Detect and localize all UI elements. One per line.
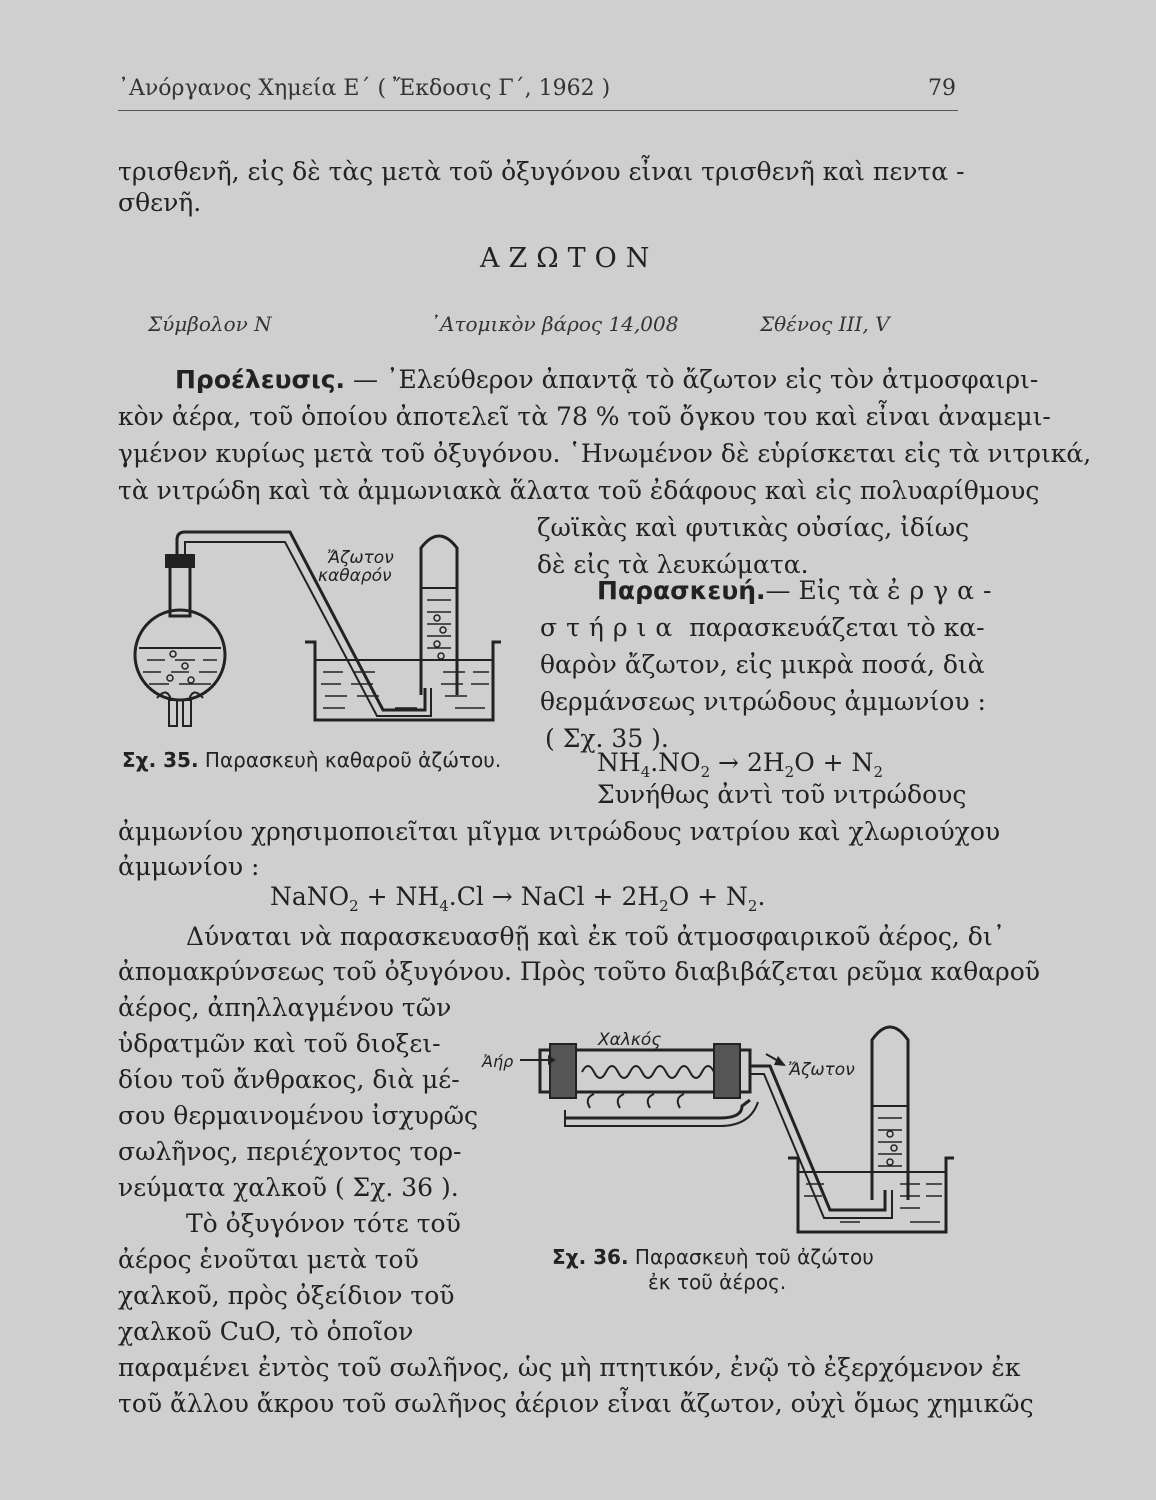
fig36-label-nitrogen: Ἄζωτον xyxy=(788,1060,855,1080)
element-symbol: Σύμβολον N xyxy=(148,312,272,336)
flask-bubbles xyxy=(167,651,194,683)
fig36-caption-2: ἐκ τοῦ ἀέρος. xyxy=(648,1270,787,1294)
tube-left-cap xyxy=(550,1044,576,1098)
collection-tube-hatch xyxy=(427,600,451,660)
fig35-label-1: Ἄζωτον xyxy=(327,548,394,568)
section-title: ΑΖΩΤΟΝ xyxy=(480,243,659,274)
air-left-line-9: χαλκοῦ, πρὸς ὀξείδιον τοῦ xyxy=(118,1281,455,1310)
valence: Σθένος III, V xyxy=(760,312,890,336)
flask-liquid-hatch xyxy=(143,660,217,684)
air-line-2: ἀπομακρύνσεως τοῦ ὀξυγόνου. Πρὸς τοῦτο διαβιβάζεται ρεῦμα καθαροῦ xyxy=(118,957,1040,986)
prep-line-4: θερμάνσεως νιτρώδους ἀμμωνίου : xyxy=(540,687,986,716)
origin-line-2: κὸν ἀέρα, τοῦ ὁποίου ἀποτελεῖ τὰ 78 % τοῦ ὄγκου του καὶ εἶναι ἀναμεμι- xyxy=(118,402,1051,431)
air-end-line-1: παραμένει ἐντὸς τοῦ σωλῆνος, ὡς μὴ πτητικόν, ἐνῷ τὸ ἐξερχόμενον ἐκ xyxy=(118,1353,1021,1382)
prep-line-2-spaced: στήρια xyxy=(540,613,682,642)
origin-line-1-text: — ᾿Ελεύθερον ἀπαντᾷ τὸ ἄζωτον εἰς τὸν ἀτμοσφαιρι- xyxy=(353,365,1039,394)
air-line-1: Δύναται νὰ παρασκευασθῇ καὶ ἐκ τοῦ ἀτμοσφαιρικοῦ ἀέρος, δι᾿ xyxy=(186,922,1006,951)
nitrogen-arrowhead xyxy=(774,1056,786,1066)
air-left-line-3: δίου τοῦ ἄνθρακος, διὰ μέ- xyxy=(118,1065,460,1094)
fig35-caption xyxy=(122,748,501,772)
figure-35-apparatus xyxy=(125,520,505,735)
prep-line-8: ἀμμωνίου χρησιμοποιεῖται μῖγμα νιτρώδους νατρίου καὶ χλωριούχου xyxy=(118,817,1001,846)
flask-bulb xyxy=(135,610,225,700)
air-left-line-5: σωλῆνος, περιέχοντος τορ- xyxy=(118,1137,462,1166)
prep-line-3: θαρὸν ἄζωτον, εἰς μικρὰ ποσά, διὰ xyxy=(540,650,985,679)
air-left-line-1: ἀέρος, ἀπηλλαγμένου τῶν xyxy=(118,993,452,1022)
prep-line-5: ( Σχ. 35 ). xyxy=(545,724,669,753)
flask-stand-2 xyxy=(183,700,191,726)
air-end-line-2: τοῦ ἄλλου ἄκρου τοῦ σωλῆνος ἀέριον εἶναι ἄζωτον, οὐχὶ ὅμως χημικῶς xyxy=(118,1389,1034,1418)
origin-line-6: δὲ εἰς τὰ λευκώματα. xyxy=(537,550,809,579)
prep-line-1-spaced: ἐργα- xyxy=(887,576,1001,605)
intro-line-1: τρισθενῆ, εἰς δὲ τὰς μετὰ τοῦ ὀξυγόνου εἶναι τρισθενῆ καὶ πεντα - xyxy=(118,157,965,186)
origin-heading: Προέλευσις. xyxy=(175,365,346,394)
fig36-caption-text-1: Παρασκευὴ τοῦ ἀζώτου xyxy=(634,1245,874,1269)
prep-line-7: Συνήθως ἀντὶ τοῦ νιτρώδους xyxy=(597,780,967,809)
flask-stopper xyxy=(165,554,195,568)
prep-line-9: ἀμμωνίου : xyxy=(118,852,260,881)
burner-lower xyxy=(565,1102,758,1126)
page-number: 79 xyxy=(928,76,956,101)
prep-line-2 xyxy=(540,613,985,642)
air-left-line-7: Τὸ ὀξυγόνον τότε τοῦ xyxy=(186,1209,461,1238)
prep-line-1 xyxy=(597,576,1001,605)
fig36-label-air: Ἀήρ xyxy=(482,1052,514,1071)
burner xyxy=(565,1100,750,1118)
fig36-caption-1 xyxy=(552,1245,874,1269)
air-left-line-2: ὑδρατμῶν καὶ τοῦ διοξει- xyxy=(118,1029,441,1058)
prep-line-2-rest: παρασκευάζεται τὸ κα- xyxy=(689,613,985,642)
flask-neck xyxy=(170,560,190,616)
air-left-line-8: ἀέρος ἑνοῦται μετὰ τοῦ xyxy=(118,1245,419,1274)
prep-heading: Παρασκευή. xyxy=(597,576,766,605)
running-title: ᾿Ανόργανος Χημεία Ε´ ( Ἔκδοσις Γ´, 1962 ) xyxy=(118,76,611,101)
copper-turnings xyxy=(582,1066,714,1078)
collection-tube-2 xyxy=(872,1027,908,1200)
fig35-number: Σχ. 35. xyxy=(122,748,199,772)
trough-water-hatch xyxy=(321,672,489,708)
fig36-label-copper: Χαλκός xyxy=(598,1030,662,1050)
air-left-line-6: νεύματα χαλκοῦ ( Σχ. 36 ). xyxy=(118,1173,459,1202)
collection-bubbles-2 xyxy=(887,1131,897,1165)
equation-1: $NH_4.NO_2 \to 2H_2O + N_2$ xyxy=(597,748,883,781)
header-rule xyxy=(118,110,958,111)
origin-line-4: τὰ νιτρώδη καὶ τὰ ἀμμωνιακὰ ἅλατα τοῦ ἐδάφους καὶ εἰς πολυαρίθμους xyxy=(118,476,1040,505)
flask-stand xyxy=(169,700,177,726)
origin-line-3: γμένον κυρίως μετὰ τοῦ ὀξυγόνου. ῾Ηνωμένον δὲ εὑρίσκεται εἰς τὰ νιτρικά, xyxy=(118,439,1092,468)
intro-line-2: σθενῆ. xyxy=(118,188,202,217)
origin-line-5: ζωϊκὰς καὶ φυτικὰς οὐσίας, ἰδίως xyxy=(537,513,970,542)
collection-bubbles xyxy=(434,615,446,659)
atomic-weight: ᾿Ατομικὸν βάρος 14,008 xyxy=(430,312,679,336)
air-left-line-10: χαλκοῦ CuO, τὸ ὁποῖον xyxy=(118,1317,414,1346)
burner-flames xyxy=(588,1094,684,1108)
figure-36-apparatus xyxy=(480,1010,960,1240)
fig36-number: Σχ. 36. xyxy=(552,1245,629,1269)
tube-right-cap xyxy=(714,1044,740,1098)
origin-line-1 xyxy=(175,365,1038,394)
fig35-label-2: καθαρόν xyxy=(318,566,392,586)
air-left-line-4: σου θερμαινομένου ἰσχυρῶς xyxy=(118,1101,479,1130)
fig35-caption-text: Παρασκευὴ καθαροῦ ἀζώτου. xyxy=(204,748,502,772)
equation-2: NaNO$_2$ + $NH_4.Cl$ → NaCl + $2H_2O + N_2$. xyxy=(270,882,766,915)
prep-line-1-rest: — Εἰς τὰ xyxy=(765,576,880,605)
